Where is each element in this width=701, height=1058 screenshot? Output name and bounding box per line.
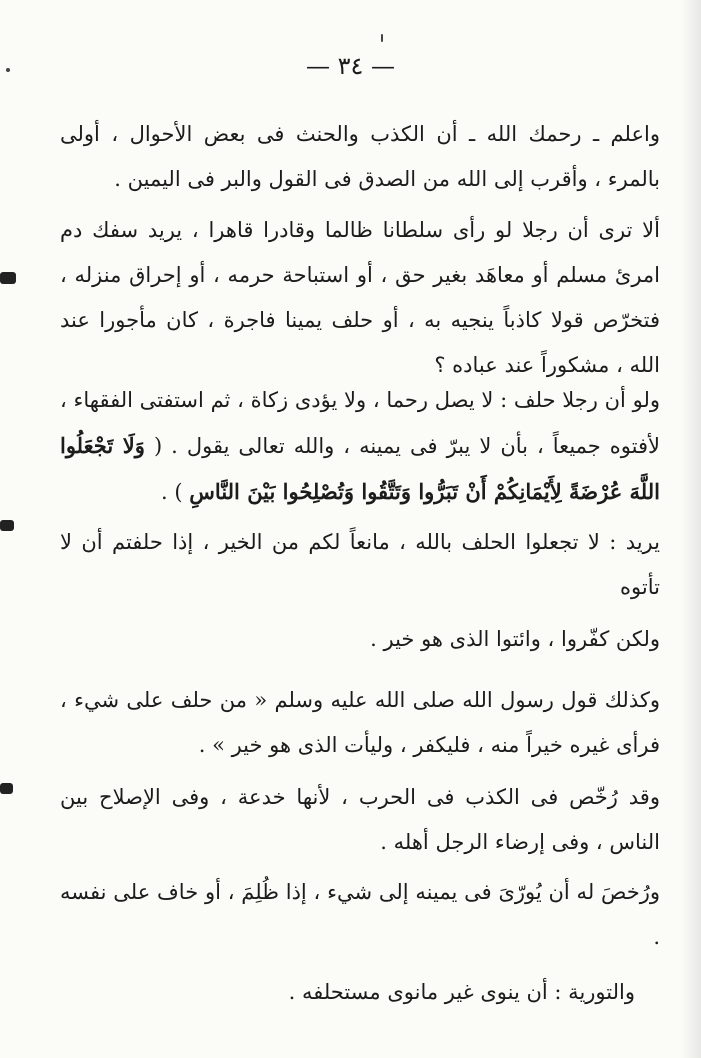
paragraph-5: ولكن كفّروا ، وائتوا الذى هو خير . [370,627,660,651]
scan-speck [381,34,383,42]
scan-mark [0,520,14,531]
paragraph-4: يريد : لا تجعلوا الحلف بالله ، مانعاً لكم من الخير ، إذا حلفتم أن لا تأتوه [60,530,660,599]
scan-speck [6,68,10,72]
paragraph-7: وقد رُخّص فى الكذب فى الحرب ، لأنها خدعة ، وفى الإصلاح بين الناس ، وفى إرضاء الرجل أهله . [60,785,660,854]
paragraph-6: وكذلك قول رسول الله صلى الله عليه وسلم « من حلف على شيء ، فرأى غيره خيراً منه ، فليكفر ، وليأت الذى هو خير » . [60,688,660,757]
paragraph-3 [60,378,660,515]
paragraph-2: ألا ترى أن رجلا لو رأى سلطانا ظالما وقادرا قاهرا ، يريد سفك دم امرئ مسلم أو معاهَد بغير حق ، أو استباحة حرمه ، أو إحراق منزله ، فتخرّص قولا كاذباً ينجيه به ، أو حلف يمينا فاجرة ، كان مأجورا عند الله ، مشكوراً عند عباده ؟ [60,218,660,377]
page-edge-shadow [681,0,701,1058]
paragraph-9: والتورية : أن ينوى غير مانوى مستحلفه . [288,980,635,1004]
quran-verse: وَلَا تَجْعَلُوا اللَّهَ عُرْضَةً لِأَيْمَانِكُمْ أَنْ تَبَرُّوا وَتَتَّقُوا وَتُصْلِحُوا بَيْنَ النَّاسِ [60,433,660,504]
paragraph-1: واعلم ـ رحمك الله ـ أن الكذب والحنث فى بعض الأحوال ، أولى بالمرء ، وأقرب إلى الله من الصدق فى القول والبر فى اليمين . [60,122,660,191]
paragraph-3-text: ولو أن رجلا حلف : لا يصل رحما ، ولا يؤدى زكاة ، ثم استفتى الفقهاء ، لأفتوه جميعاً ، بأن لا يبرّ فى يمينه ، والله تعالى يقول . ( [60,388,660,458]
scan-mark [0,272,16,284]
scan-mark [0,783,13,794]
page-number: — ٣٤ — [305,52,396,80]
paragraph-8: ورُخصَ له أن يُورّىَ فى يمينه إلى شيء ، إذا ظُلِمَ ، أو خاف على نفسه . [60,880,660,949]
paragraph-3-closing: ) . [161,480,183,504]
